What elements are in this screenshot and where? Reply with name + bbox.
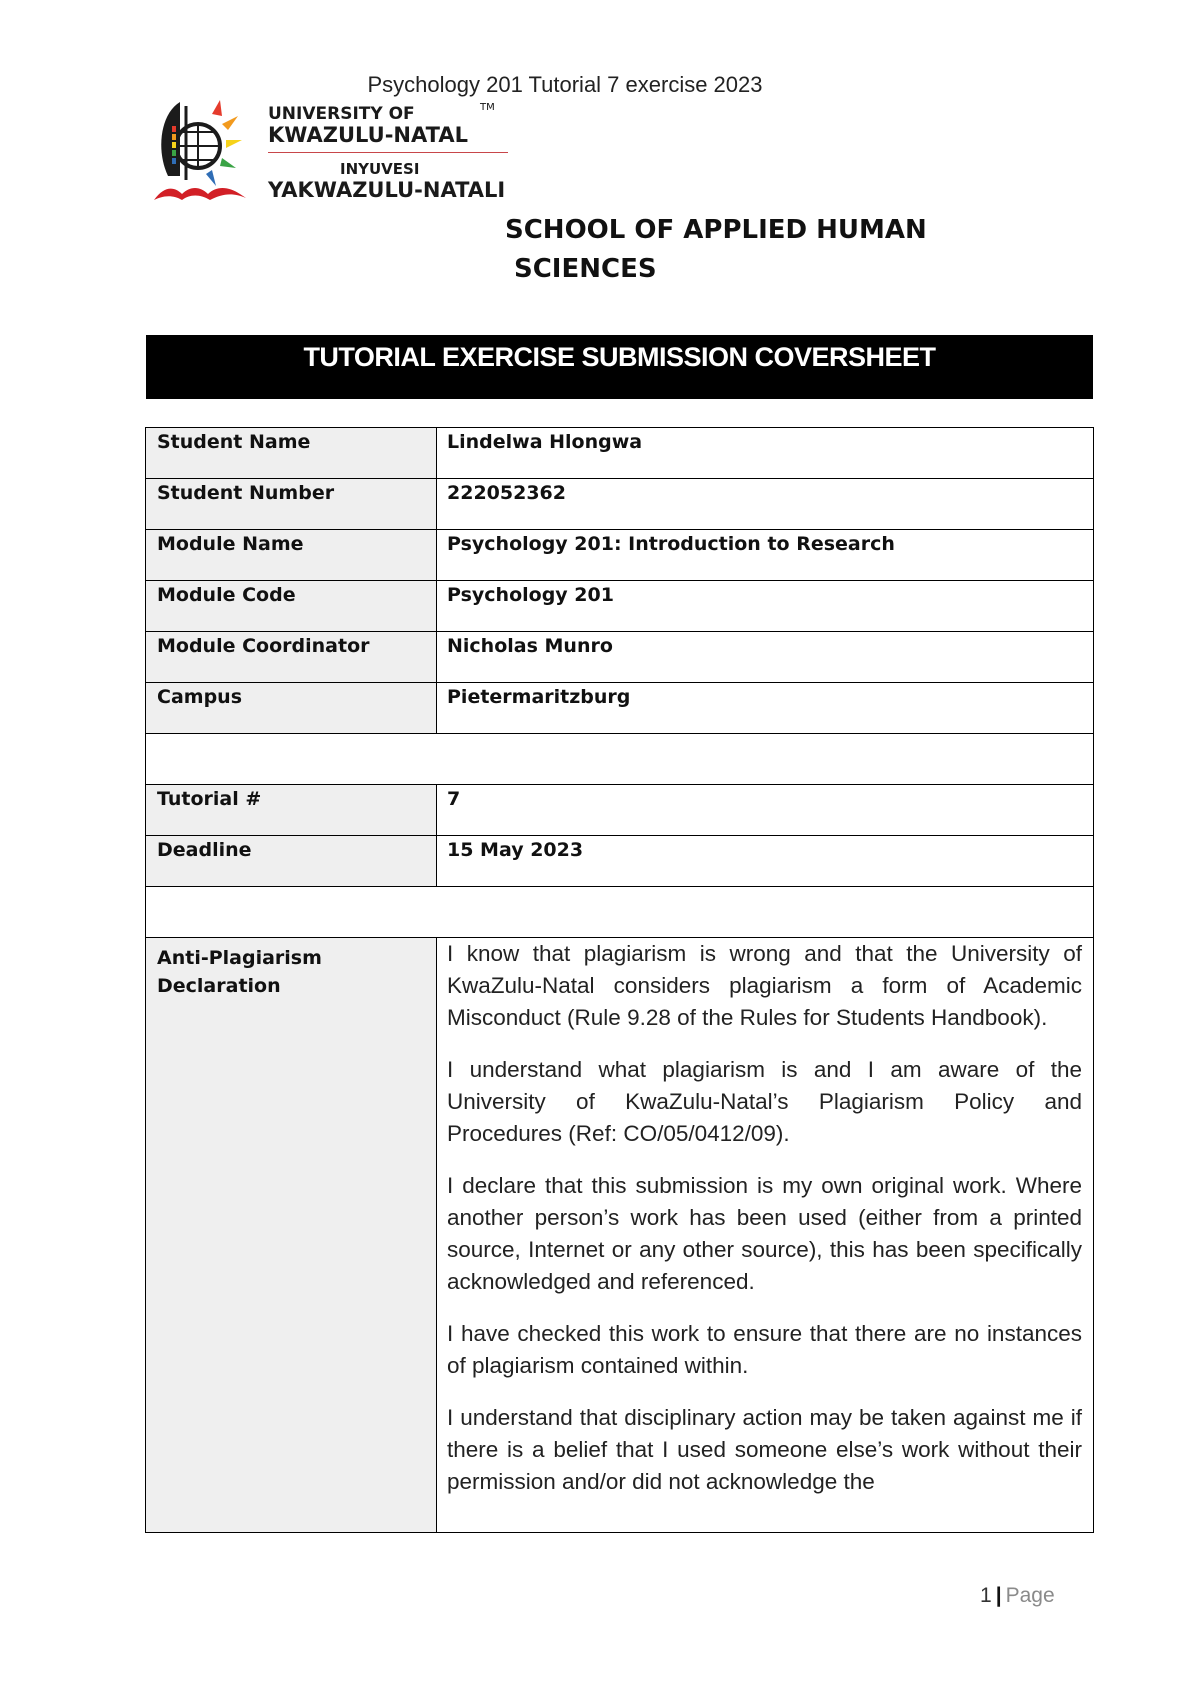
table-row	[146, 938, 1094, 1533]
school-title	[505, 211, 927, 289]
tutorial-number-value: 7	[437, 785, 1094, 836]
declaration-label-line2: Declaration	[157, 975, 281, 997]
module-name-label: Module Name	[146, 530, 437, 581]
school-title-line2: SCIENCES	[514, 254, 657, 284]
logo-trademark: TM	[480, 102, 495, 113]
coversheet-banner: TUTORIAL EXERCISE SUBMISSION COVERSHEET	[146, 335, 1093, 399]
spacer-cell	[146, 887, 1094, 938]
page-number: 1	[980, 1584, 992, 1607]
declaration-label	[146, 938, 437, 1533]
table-row	[146, 785, 1094, 836]
declaration-paragraph: I understand what plagiarism is and I am aware of the University of KwaZulu-Natal’s Plagiarism Policy and Procedures (Ref: CO/05/0412/09).	[447, 1057, 1082, 1146]
school-title-line1: SCHOOL OF APPLIED HUMAN	[505, 215, 927, 245]
running-header: Psychology 201 Tutorial 7 exercise 2023	[367, 72, 763, 97]
student-number-label: Student Number	[146, 479, 437, 530]
table-row	[146, 836, 1094, 887]
module-name-value: Psychology 201: Introduction to Research	[437, 530, 1094, 581]
page-label: Page	[1005, 1584, 1055, 1607]
declaration-paragraph: I have checked this work to ensure that there are no instances of plagiarism contained within.	[447, 1321, 1082, 1378]
table-row	[146, 479, 1094, 530]
campus-label: Campus	[146, 683, 437, 734]
globe-emblem-icon	[150, 96, 268, 216]
coversheet-table	[145, 427, 1094, 1533]
logo-line-inyuvesi: INYUVESI	[340, 160, 420, 178]
declaration-paragraph: I know that plagiarism is wrong and that the University of KwaZulu-Natal considers plagiarism a form of Academic Misconduct (Rule 9.28 of the Rules for Students Handbook).	[447, 941, 1082, 1030]
page-separator: |	[995, 1584, 1002, 1607]
declaration-text	[437, 938, 1094, 1533]
declaration-paragraph: I understand that disciplinary action may be taken against me if there is a belief that I used someone else’s work without their permission and/or did not acknowledge the	[447, 1405, 1082, 1494]
logo-line-kwazulu-natal: KWAZULU-NATAL	[268, 123, 468, 147]
deadline-label: Deadline	[146, 836, 437, 887]
university-logo	[150, 96, 510, 216]
logo-divider	[268, 152, 508, 153]
logo-line-university-of: UNIVERSITY OF	[268, 104, 415, 124]
module-coordinator-value: Nicholas Munro	[437, 632, 1094, 683]
student-name-value: Lindelwa Hlongwa	[437, 428, 1094, 479]
campus-value: Pietermaritzburg	[437, 683, 1094, 734]
deadline-value: 15 May 2023	[437, 836, 1094, 887]
page-footer	[980, 1584, 1055, 1608]
table-spacer-row	[146, 734, 1094, 785]
student-name-label: Student Name	[146, 428, 437, 479]
table-row	[146, 428, 1094, 479]
table-row	[146, 632, 1094, 683]
declaration-label-line1: Anti-Plagiarism	[157, 947, 322, 969]
declaration-paragraph: I declare that this submission is my own original work. Where another person’s work has been used (either from a printed source, Internet or any other source), this has been specifically acknowledged and referenced.	[447, 1173, 1082, 1294]
table-row	[146, 683, 1094, 734]
module-coordinator-label: Module Coordinator	[146, 632, 437, 683]
tutorial-number-label: Tutorial #	[146, 785, 437, 836]
table-spacer-row	[146, 887, 1094, 938]
module-code-label: Module Code	[146, 581, 437, 632]
table-row	[146, 581, 1094, 632]
module-code-value: Psychology 201	[437, 581, 1094, 632]
student-number-value: 222052362	[437, 479, 1094, 530]
spacer-cell	[146, 734, 1094, 785]
table-row	[146, 530, 1094, 581]
logo-line-yakwazulu-natali: YAKWAZULU-NATALI	[268, 178, 506, 202]
